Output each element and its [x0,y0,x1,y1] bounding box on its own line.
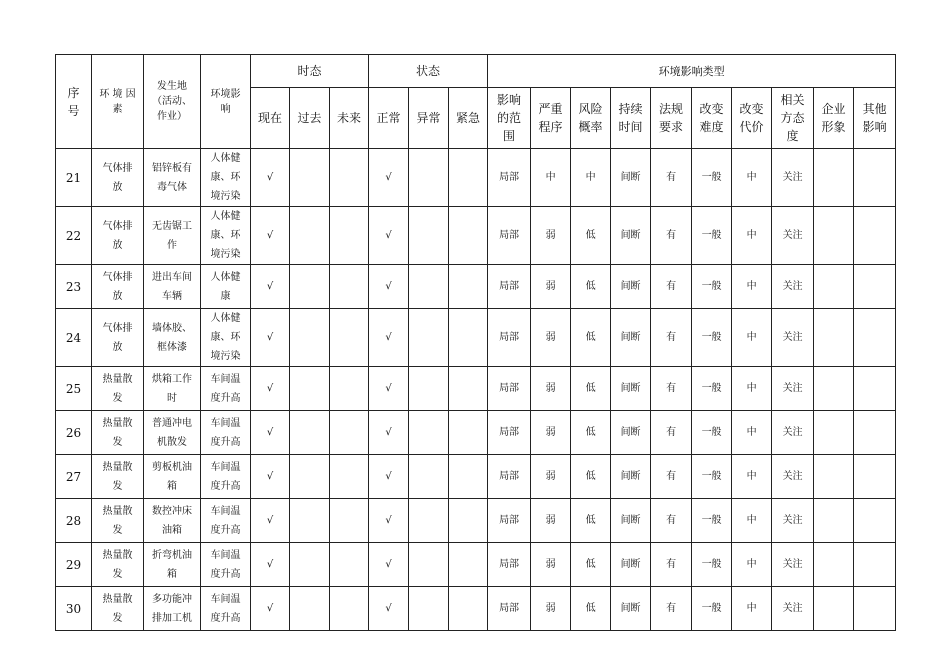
header-concern: 相关 方态 度 [772,88,814,149]
cell-location: 折弯机油 箱 [144,543,201,587]
cell-past [290,499,330,543]
cell-risk: 低 [571,411,611,455]
header-future: 未来 [330,88,369,149]
cell-severity: 弱 [531,587,571,631]
cell-future [330,265,369,309]
cell-future [330,411,369,455]
cell-image [814,455,854,499]
cell-concern: 关注 [772,455,814,499]
cell-image [814,411,854,455]
cell-law: 有 [651,149,692,207]
cell-location: 无齿锯工 作 [144,207,201,265]
cell-difficulty: 一般 [692,587,732,631]
cell-normal: √ [369,455,409,499]
cell-cost: 中 [732,411,772,455]
cell-law: 有 [651,367,692,411]
cell-now: √ [251,543,290,587]
header-cost: 改变 代价 [732,88,772,149]
cell-cost: 中 [732,367,772,411]
cell-normal: √ [369,265,409,309]
cell-concern: 关注 [772,411,814,455]
cell-risk: 低 [571,499,611,543]
cell-difficulty: 一般 [692,265,732,309]
table-row [56,207,896,265]
cell-cost: 中 [732,309,772,367]
cell-law: 有 [651,455,692,499]
cell-risk: 低 [571,455,611,499]
cell-future [330,587,369,631]
cell-emergency [449,265,488,309]
cell-duration: 间断 [611,587,651,631]
cell-factor: 热量散 发 [92,455,144,499]
cell-concern: 关注 [772,499,814,543]
cell-emergency [449,207,488,265]
cell-location: 剪板机油 箱 [144,455,201,499]
table-body [56,149,896,631]
header-factor: 环 境 因 素 [92,55,144,149]
cell-severity: 弱 [531,411,571,455]
cell-other [854,367,896,411]
cell-image [814,587,854,631]
cell-difficulty: 一般 [692,455,732,499]
cell-other [854,499,896,543]
cell-factor: 气体排 放 [92,207,144,265]
header-seq: 序 号 [56,55,92,149]
cell-other [854,543,896,587]
cell-impact: 车间温 度升高 [201,499,251,543]
cell-law: 有 [651,207,692,265]
cell-image [814,499,854,543]
cell-location: 墙体胶、 框体漆 [144,309,201,367]
table-row [56,265,896,309]
cell-difficulty: 一般 [692,543,732,587]
header-other: 其他 影响 [854,88,896,149]
cell-difficulty: 一般 [692,309,732,367]
cell-now: √ [251,367,290,411]
table-row [56,149,896,207]
cell-emergency [449,543,488,587]
header-normal: 正常 [369,88,409,149]
cell-location: 烘箱工作 时 [144,367,201,411]
cell-future [330,367,369,411]
cell-future [330,455,369,499]
header-emergency: 紧急 [449,88,488,149]
cell-law: 有 [651,265,692,309]
cell-future [330,543,369,587]
cell-normal: √ [369,587,409,631]
cell-now: √ [251,207,290,265]
cell-cost: 中 [732,207,772,265]
cell-emergency [449,587,488,631]
cell-law: 有 [651,543,692,587]
cell-now: √ [251,499,290,543]
header-state: 状态 [369,55,488,88]
cell-no: 24 [56,309,92,367]
cell-now: √ [251,411,290,455]
cell-image [814,309,854,367]
header-image: 企业 形象 [814,88,854,149]
header-abnormal: 异常 [409,88,449,149]
cell-duration: 间断 [611,455,651,499]
cell-scope: 局部 [488,265,531,309]
cell-factor: 气体排 放 [92,309,144,367]
environmental-factor-table [55,54,896,631]
table-row [56,587,896,631]
cell-no: 26 [56,411,92,455]
cell-risk: 低 [571,265,611,309]
cell-impact: 车间温 度升高 [201,367,251,411]
cell-emergency [449,411,488,455]
table-row [56,309,896,367]
cell-abnormal [409,587,449,631]
cell-past [290,309,330,367]
cell-risk: 低 [571,367,611,411]
cell-impact: 车间温 度升高 [201,411,251,455]
cell-cost: 中 [732,149,772,207]
cell-abnormal [409,265,449,309]
cell-factor: 气体排 放 [92,149,144,207]
cell-image [814,543,854,587]
cell-future [330,149,369,207]
cell-factor: 气体排 放 [92,265,144,309]
cell-duration: 间断 [611,543,651,587]
cell-severity: 弱 [531,265,571,309]
header-now: 现在 [251,88,290,149]
cell-location: 铝锌板有 毒气体 [144,149,201,207]
cell-concern: 关注 [772,543,814,587]
cell-scope: 局部 [488,455,531,499]
cell-normal: √ [369,543,409,587]
table-row [56,411,896,455]
cell-concern: 关注 [772,367,814,411]
cell-duration: 间断 [611,265,651,309]
cell-impact: 车间温 度升高 [201,455,251,499]
cell-emergency [449,149,488,207]
cell-now: √ [251,309,290,367]
cell-factor: 热量散 发 [92,587,144,631]
cell-law: 有 [651,411,692,455]
cell-risk: 低 [571,207,611,265]
cell-now: √ [251,265,290,309]
header-impact: 环境影 响 [201,55,251,149]
cell-law: 有 [651,499,692,543]
cell-no: 29 [56,543,92,587]
cell-no: 27 [56,455,92,499]
cell-image [814,207,854,265]
cell-difficulty: 一般 [692,499,732,543]
cell-duration: 间断 [611,411,651,455]
cell-abnormal [409,367,449,411]
cell-abnormal [409,207,449,265]
header-impact-types: 环境影响类型 [488,55,896,88]
cell-factor: 热量散 发 [92,367,144,411]
cell-risk: 中 [571,149,611,207]
cell-other [854,411,896,455]
cell-concern: 关注 [772,587,814,631]
cell-severity: 弱 [531,207,571,265]
cell-past [290,587,330,631]
header-risk: 风险 概率 [571,88,611,149]
table-row [56,499,896,543]
cell-risk: 低 [571,587,611,631]
cell-future [330,309,369,367]
cell-risk: 低 [571,543,611,587]
cell-duration: 间断 [611,309,651,367]
cell-difficulty: 一般 [692,149,732,207]
cell-scope: 局部 [488,499,531,543]
cell-factor: 热量散 发 [92,543,144,587]
cell-duration: 间断 [611,499,651,543]
cell-past [290,455,330,499]
cell-image [814,265,854,309]
cell-other [854,207,896,265]
cell-factor: 热量散 发 [92,499,144,543]
cell-normal: √ [369,149,409,207]
cell-scope: 局部 [488,309,531,367]
table-row [56,543,896,587]
cell-scope: 局部 [488,587,531,631]
cell-other [854,455,896,499]
cell-severity: 弱 [531,367,571,411]
cell-normal: √ [369,411,409,455]
header-severity: 严重 程序 [531,88,571,149]
cell-concern: 关注 [772,309,814,367]
header-scope: 影响 的范 围 [488,88,531,149]
cell-emergency [449,499,488,543]
cell-duration: 间断 [611,149,651,207]
cell-other [854,149,896,207]
cell-factor: 热量散 发 [92,411,144,455]
cell-abnormal [409,499,449,543]
cell-duration: 间断 [611,367,651,411]
cell-no: 25 [56,367,92,411]
header-tense: 时态 [251,55,369,88]
cell-no: 28 [56,499,92,543]
cell-abnormal [409,455,449,499]
cell-past [290,411,330,455]
cell-normal: √ [369,207,409,265]
cell-location: 普通冲电 机散发 [144,411,201,455]
cell-concern: 关注 [772,265,814,309]
cell-past [290,367,330,411]
cell-no: 22 [56,207,92,265]
cell-severity: 弱 [531,455,571,499]
cell-image [814,149,854,207]
table-header [56,55,896,149]
cell-impact: 车间温 度升高 [201,543,251,587]
cell-emergency [449,367,488,411]
cell-scope: 局部 [488,207,531,265]
header-law: 法规 要求 [651,88,692,149]
cell-normal: √ [369,499,409,543]
cell-abnormal [409,543,449,587]
cell-now: √ [251,587,290,631]
cell-cost: 中 [732,499,772,543]
header-location: 发生地 （活动、 作业） [144,55,201,149]
cell-concern: 关注 [772,149,814,207]
cell-cost: 中 [732,455,772,499]
cell-impact: 人体健 康、环 境污染 [201,207,251,265]
cell-emergency [449,309,488,367]
cell-now: √ [251,149,290,207]
cell-no: 21 [56,149,92,207]
cell-other [854,587,896,631]
cell-scope: 局部 [488,543,531,587]
cell-difficulty: 一般 [692,207,732,265]
header-past: 过去 [290,88,330,149]
table-row [56,455,896,499]
cell-impact: 车间温 度升高 [201,587,251,631]
cell-cost: 中 [732,587,772,631]
cell-other [854,265,896,309]
cell-difficulty: 一般 [692,367,732,411]
table-row [56,367,896,411]
cell-impact: 人体健 康、环 境污染 [201,149,251,207]
header-duration: 持续 时间 [611,88,651,149]
cell-impact: 人体健 康 [201,265,251,309]
cell-cost: 中 [732,543,772,587]
cell-difficulty: 一般 [692,411,732,455]
cell-abnormal [409,309,449,367]
cell-impact: 人体健 康、环 境污染 [201,309,251,367]
cell-location: 多功能冲 排加工机 [144,587,201,631]
header-difficulty: 改变 难度 [692,88,732,149]
cell-normal: √ [369,367,409,411]
cell-scope: 局部 [488,149,531,207]
cell-severity: 中 [531,149,571,207]
cell-abnormal [409,411,449,455]
cell-location: 进出车间 车辆 [144,265,201,309]
cell-scope: 局部 [488,411,531,455]
cell-no: 23 [56,265,92,309]
cell-severity: 弱 [531,499,571,543]
cell-future [330,499,369,543]
cell-location: 数控冲床 油箱 [144,499,201,543]
cell-other [854,309,896,367]
cell-emergency [449,455,488,499]
cell-law: 有 [651,309,692,367]
cell-normal: √ [369,309,409,367]
cell-abnormal [409,149,449,207]
cell-severity: 弱 [531,309,571,367]
cell-no: 30 [56,587,92,631]
cell-duration: 间断 [611,207,651,265]
cell-risk: 低 [571,309,611,367]
cell-cost: 中 [732,265,772,309]
cell-future [330,207,369,265]
cell-past [290,543,330,587]
cell-severity: 弱 [531,543,571,587]
cell-scope: 局部 [488,367,531,411]
cell-image [814,367,854,411]
cell-past [290,265,330,309]
cell-law: 有 [651,587,692,631]
cell-past [290,149,330,207]
cell-now: √ [251,455,290,499]
cell-concern: 关注 [772,207,814,265]
cell-past [290,207,330,265]
